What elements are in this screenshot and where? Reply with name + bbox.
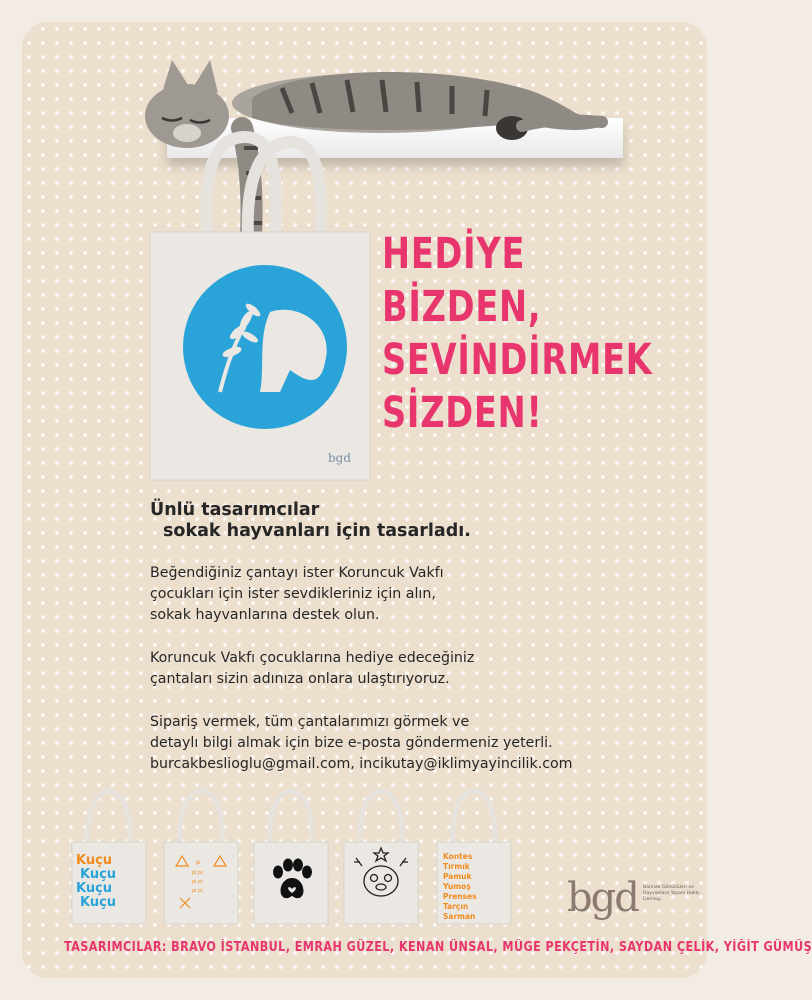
paragraph-1 xyxy=(150,563,650,626)
bag-2-line-3: pi pi xyxy=(192,879,203,885)
paragraph-3-line-2: detaylı bilgi almak için bize e-posta göndermeniz yeterli. xyxy=(150,735,553,751)
tote-bag-pug xyxy=(342,786,420,926)
bag-1-word-1: Kuçu xyxy=(76,853,113,868)
tote-bag-kucu xyxy=(70,786,148,926)
paragraph-2-line-1: Koruncuk Vakfı çocuklarına hediye edeceğiniz xyxy=(150,650,475,666)
bag-5-name-3: Pamuk xyxy=(443,872,472,881)
bag-1-word-4: Kuçu xyxy=(80,895,117,910)
bag-brand-mark: bgd xyxy=(328,451,352,465)
paragraph-1-line-2: çocukları için ister sevdikleriniz için alın, xyxy=(150,586,436,602)
headline xyxy=(382,228,653,440)
headline-line-2: BİZDEN, xyxy=(382,282,542,332)
intro-line-2: sokak hayvanları için tasarladı. xyxy=(163,521,471,541)
logo-text: Barınak Gönüllüleri ve Hayvanlara Yaşam Hakkı Derneği xyxy=(643,885,700,902)
email-addresses[interactable]: burcakbeslioglu@gmail.com, incikutay@iklimyayincilik.com xyxy=(150,756,573,772)
paragraph-3 xyxy=(150,712,650,775)
paragraph-1-line-1: Beğendiğiniz çantayı ister Koruncuk Vakfı xyxy=(150,565,444,581)
headline-line-1: HEDİYE xyxy=(382,229,526,279)
bag-2-line-4: pi pi xyxy=(192,888,203,894)
paragraph-3-line-1: Sipariş vermek, tüm çantalarımızı görmek ve xyxy=(150,714,470,730)
headline-line-4: SİZDEN! xyxy=(382,388,543,438)
logo-mark: bgd xyxy=(567,875,638,921)
bag-5-name-5: Prenses xyxy=(443,892,477,901)
headline-line-3: SEVİNDİRMEK xyxy=(382,335,653,385)
bag-5-name-2: Tırmık xyxy=(443,862,470,871)
bag-1-word-3: Kuçu xyxy=(76,881,113,896)
intro-line-1: Ünlü tasarımcılar xyxy=(150,500,320,520)
tote-bag-main xyxy=(150,132,370,482)
poster xyxy=(22,22,812,978)
bag-5-name-6: Tarçın xyxy=(443,902,469,911)
tote-bag-paw xyxy=(252,786,330,926)
bag-5-name-4: Yumoş xyxy=(443,882,471,891)
tote-bag-names xyxy=(435,786,513,926)
bag-2-line-1: pi xyxy=(196,860,201,866)
paragraph-1-line-3: sokak hayvanlarına destek olun. xyxy=(150,607,380,623)
designers-credit: TASARIMCILAR: BRAVO İSTANBUL, EMRAH GÜZEL, KENAN ÜNSAL, MÜGE PEKÇETİN, SAYDAN ÇELİK, YİĞİT GÜMÜŞ xyxy=(64,940,812,955)
bag-2-line-2: pi pi xyxy=(192,870,203,876)
bag-5-name-1: Kontes xyxy=(443,852,473,861)
intro-text xyxy=(150,500,610,542)
tote-bag-pi xyxy=(162,786,240,926)
bag-5-name-7: Sarman xyxy=(443,912,476,921)
paragraph-2-line-2: çantaları sizin adınıza onlara ulaştırıyoruz. xyxy=(150,671,450,687)
paragraph-2 xyxy=(150,648,650,690)
bag-1-word-2: Kuçu xyxy=(80,867,117,882)
bgd-logo xyxy=(567,875,700,935)
